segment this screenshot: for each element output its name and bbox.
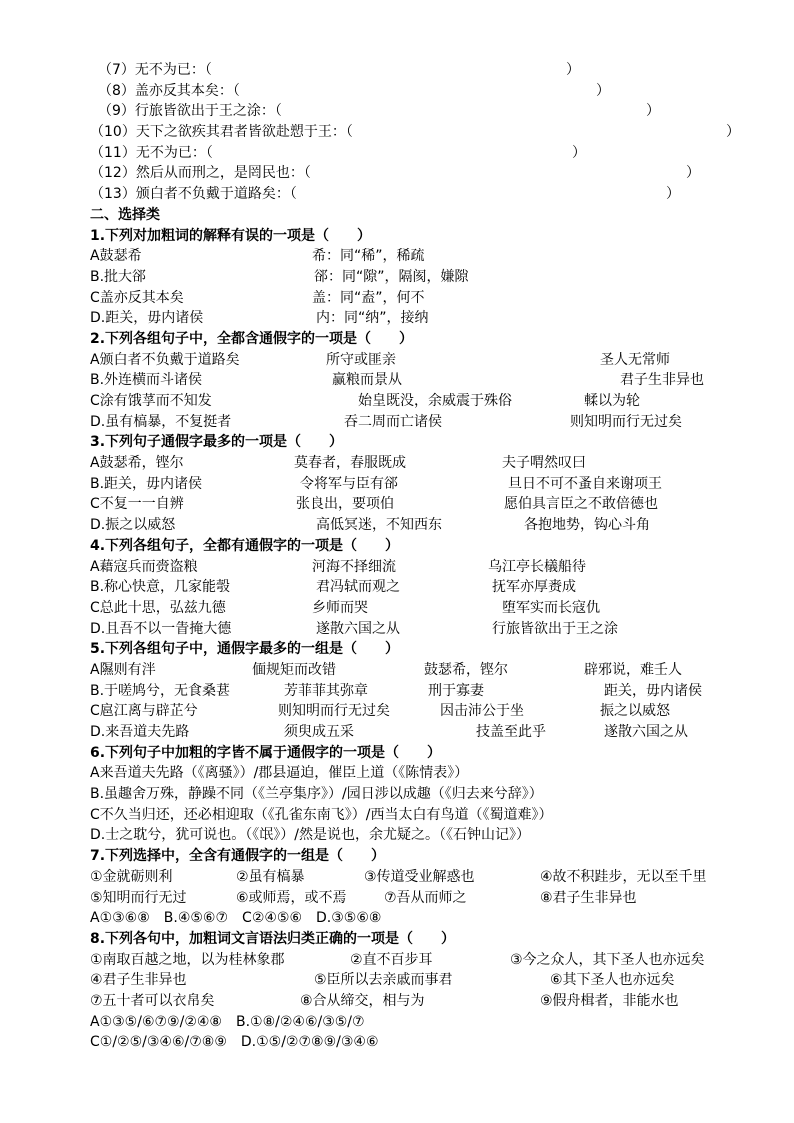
fill-item-close: ） bbox=[646, 103, 660, 120]
option-text: 所守或匪亲 bbox=[326, 351, 396, 368]
fill-item-close: ） bbox=[596, 82, 610, 99]
option-text: ④故不积跬步，无以至千里 bbox=[540, 868, 707, 885]
q7-row bbox=[90, 867, 740, 888]
fill-item-text: （7）无不为已：（ bbox=[98, 62, 212, 78]
option-text: C盖亦反其本矣 bbox=[90, 289, 184, 306]
option-text: ③今之众人，其下圣人也亦远矣 bbox=[510, 951, 705, 968]
option-text: 君子生非异也 bbox=[620, 372, 704, 389]
option-text: C涂有饿莩而不知发 bbox=[90, 393, 212, 409]
option-text: 高低冥迷，不知西东 bbox=[316, 517, 442, 534]
option-text: 愿伯具言臣之不敢倍德也 bbox=[504, 496, 658, 513]
option-text: D.距关，毋内诸侯 bbox=[90, 310, 204, 327]
q2-row bbox=[90, 391, 740, 412]
fill-item-11 bbox=[90, 143, 740, 164]
q1-row bbox=[90, 308, 740, 329]
option-note: 希：同“稀”，稀疏 bbox=[312, 248, 425, 265]
option-text: D.虽有槁暴，不复挺者 bbox=[90, 413, 232, 430]
option-text: 偭规矩而改错 bbox=[252, 661, 336, 678]
fill-item-close: ） bbox=[566, 62, 580, 78]
option-text: C总此十思，弘兹九德 bbox=[90, 599, 226, 616]
q3-row bbox=[90, 453, 740, 474]
fill-item-7 bbox=[90, 60, 740, 81]
option-text: 乌江亭长檥船待 bbox=[488, 558, 586, 575]
option-text: 技盖至此乎 bbox=[476, 724, 546, 740]
q8-options: A①③⑤/⑥⑦⑨/②④⑧ B.①⑧/②④⑥/③⑤/⑦ bbox=[90, 1013, 365, 1030]
fill-item-text: （8）盖亦反其本矣：（ bbox=[98, 82, 240, 99]
fill-item-close: ） bbox=[726, 124, 740, 141]
q4-row bbox=[90, 577, 740, 598]
option-text: B.批大郤 bbox=[90, 268, 147, 285]
option-text: C不复一一自辨 bbox=[90, 496, 184, 513]
worksheet-page bbox=[90, 60, 740, 1053]
option-text: 则知明而行无过矣 bbox=[570, 413, 682, 430]
option-text: ⑧合从缔交，相与为 bbox=[300, 992, 425, 1009]
fill-item-close: ） bbox=[572, 144, 586, 161]
fill-item-text: （13）颁白者不负戴于道路矣：（ bbox=[90, 186, 297, 203]
option-text: 遂散六国之从 bbox=[604, 724, 688, 740]
option-text: D.来吾道夫先路 bbox=[90, 724, 190, 740]
option-text: 须臾成五采 bbox=[284, 724, 354, 740]
option-text: 遂散六国之从 bbox=[316, 620, 400, 637]
option-text: 河海不择细流 bbox=[312, 558, 396, 575]
q6-line: C不久当归还，还必相迎取（《孔雀东南飞》）/西当太白有鸟道（《蜀道难》） bbox=[90, 806, 553, 823]
option-text: 令将军与臣有郤 bbox=[300, 475, 398, 492]
q6-line: B.虽趣舍万殊，静躁不同（《兰亭集序》）/园日涉以成趣（《归去来兮辞》） bbox=[90, 786, 543, 803]
option-text: A隰则有泮 bbox=[90, 661, 156, 678]
option-text: ⑨假舟楫者，非能水也 bbox=[540, 992, 679, 1009]
option-text: D.且吾不以一眚掩大德 bbox=[90, 620, 232, 637]
option-text: 君冯轼而观之 bbox=[316, 579, 400, 596]
option-text: 夫子喟然叹曰 bbox=[502, 455, 586, 472]
section-title: 二、选择类 bbox=[90, 206, 160, 223]
q8-row bbox=[90, 991, 740, 1012]
option-note: 盖：同“盍”，何不 bbox=[312, 289, 425, 306]
option-text: ⑦吾从而师之 bbox=[384, 889, 467, 906]
q5-row bbox=[90, 660, 740, 681]
question-stem-7: 7.下列选择中，全含有通假字的一组是（ ） bbox=[90, 848, 386, 865]
option-text: 輮以为轮 bbox=[584, 393, 640, 409]
option-text: 芳菲菲其弥章 bbox=[284, 682, 368, 699]
option-text: 旦日不可不蚤自来谢项王 bbox=[508, 475, 662, 492]
q5-row bbox=[90, 681, 740, 702]
q1-row bbox=[90, 288, 740, 309]
option-text: 吞二周而亡诸侯 bbox=[344, 413, 442, 430]
option-text: A鼓瑟希 bbox=[90, 248, 142, 265]
option-text: 莫春者，春服既成 bbox=[294, 455, 406, 472]
option-text: 因击沛公于坐 bbox=[440, 703, 524, 720]
fill-item-close: ） bbox=[666, 186, 680, 203]
option-text: B.外连横而斗诸侯 bbox=[90, 372, 203, 389]
option-text: 始皇既没，余威震于殊俗 bbox=[358, 393, 512, 409]
option-text: 张良出，要项伯 bbox=[296, 496, 394, 513]
q3-row bbox=[90, 474, 740, 495]
question-stem-8: 8.下列各句中，加粗词文言语法归类正确的一项是（ ） bbox=[90, 930, 456, 947]
fill-item-close: ） bbox=[686, 165, 700, 182]
option-text: ⑤知明而行无过 bbox=[90, 889, 187, 906]
q2-row bbox=[90, 412, 740, 433]
option-text: C扈江离与辟芷兮 bbox=[90, 703, 198, 720]
option-text: ⑦五十者可以衣帛矣 bbox=[90, 992, 215, 1009]
q3-row bbox=[90, 494, 740, 515]
option-text: 距关，毋内诸侯 bbox=[604, 682, 702, 699]
option-text: 行旅皆欲出于王之涂 bbox=[492, 620, 618, 637]
fill-item-9 bbox=[90, 101, 740, 122]
option-text: 各抱地势，钩心斗角 bbox=[524, 517, 650, 534]
question-stem-2: 2.下列各组句子中，全都含通假字的一项是（ ） bbox=[90, 330, 414, 347]
option-text: ⑥其下圣人也亦远矣 bbox=[550, 972, 675, 989]
q5-row bbox=[90, 701, 740, 722]
fill-item-text: （10）天下之欲疾其君者皆欲赴愬于王：（ bbox=[90, 124, 353, 141]
q7-options: A①③⑥⑧ B.④⑤⑥⑦ C②④⑤⑥ D.③⑤⑥⑧ bbox=[90, 910, 382, 927]
fill-item-13 bbox=[90, 184, 740, 205]
option-note: 郤：同“隙”，隔阂，嫌隙 bbox=[314, 268, 469, 285]
option-text: A藉寇兵而赍盗粮 bbox=[90, 558, 198, 575]
q5-row bbox=[90, 722, 740, 743]
option-text: B.称心快意，几家能彀 bbox=[90, 579, 231, 596]
fill-item-12 bbox=[90, 163, 740, 184]
q1-row bbox=[90, 267, 740, 288]
option-text: A颁白者不负戴于道路矣 bbox=[90, 351, 240, 368]
q2-row bbox=[90, 370, 740, 391]
q4-row bbox=[90, 598, 740, 619]
fill-item-10 bbox=[90, 122, 740, 143]
q1-row bbox=[90, 246, 740, 267]
option-text: ①金就砺则利 bbox=[90, 868, 173, 885]
question-stem-4: 4.下列各组句子，全都有通假字的一项是（ ） bbox=[90, 537, 400, 554]
option-text: ④君子生非异也 bbox=[90, 972, 187, 989]
option-text: 抚军亦厚赉成 bbox=[492, 579, 576, 596]
option-text: ③传道受业解惑也 bbox=[364, 868, 475, 885]
fill-item-text: （11）无不为已：（ bbox=[90, 144, 213, 161]
q4-row bbox=[90, 619, 740, 640]
option-text: B.于嗟鸠兮，无食桑葚 bbox=[90, 682, 231, 699]
q8-row bbox=[90, 970, 740, 991]
fill-item-8 bbox=[90, 81, 740, 102]
option-text: B.距关，毋内诸侯 bbox=[90, 475, 203, 492]
option-text: 堕军实而长寇仇 bbox=[502, 599, 600, 616]
option-text: 圣人无常师 bbox=[600, 351, 670, 368]
q4-row bbox=[90, 557, 740, 578]
option-text: 鼓瑟希，铿尔 bbox=[424, 661, 508, 678]
option-text: ⑤臣所以去亲戚而事君 bbox=[314, 972, 453, 989]
q6-line: D.士之耽兮，犹可说也。（《氓》）/然是说也，余尤疑之。（《石钟山记》） bbox=[90, 827, 530, 844]
fill-item-text: （9）行旅皆欲出于王之涂：（ bbox=[98, 103, 282, 120]
question-stem-5: 5.下列各组句子中，通假字最多的一组是（ ） bbox=[90, 641, 400, 658]
option-text: 则知明而行无过矣 bbox=[278, 703, 390, 720]
question-stem-1: 1.下列对加粗词的解释有误的一项是（ ） bbox=[90, 227, 372, 244]
question-stem-6: 6.下列句子中加粗的字皆不属于通假字的一项是（ ） bbox=[90, 744, 442, 761]
option-text: D.振之以威怒 bbox=[90, 517, 176, 534]
option-text: ⑥或师焉，或不焉 bbox=[236, 889, 347, 906]
fill-item-text: （12）然后从而刑之，是罔民也：（ bbox=[90, 165, 311, 182]
option-text: ②直不百步耳 bbox=[350, 951, 433, 968]
q6-line: A来吾道夫先路（《离骚》）/郡县逼迫，催臣上道（《陈情表》） bbox=[90, 765, 469, 782]
option-text: A鼓瑟希，铿尔 bbox=[90, 455, 184, 472]
option-text: 振之以威怒 bbox=[600, 703, 670, 720]
q2-row bbox=[90, 350, 740, 371]
option-text: 刑于寡妻 bbox=[428, 682, 484, 699]
q8-options: C①/②⑤/③④⑥/⑦⑧⑨ D.①⑤/②⑦⑧⑨/③④⑥ bbox=[90, 1034, 379, 1051]
option-text: 赢粮而景从 bbox=[332, 372, 402, 389]
option-text: 乡师而哭 bbox=[312, 599, 368, 616]
option-text: ①南取百越之地，以为桂林象郡 bbox=[90, 951, 285, 968]
question-stem-3: 3.下列句子通假字最多的一项是（ ） bbox=[90, 434, 344, 451]
q8-row bbox=[90, 950, 740, 971]
option-text: ⑧君子生非异也 bbox=[540, 889, 637, 906]
option-text: ②虽有槁暴 bbox=[236, 868, 305, 885]
q3-row bbox=[90, 515, 740, 536]
q7-row bbox=[90, 888, 740, 909]
option-text: 辟邪说，难壬人 bbox=[584, 661, 682, 678]
option-note: 内：同“纳”，接纳 bbox=[316, 310, 429, 327]
